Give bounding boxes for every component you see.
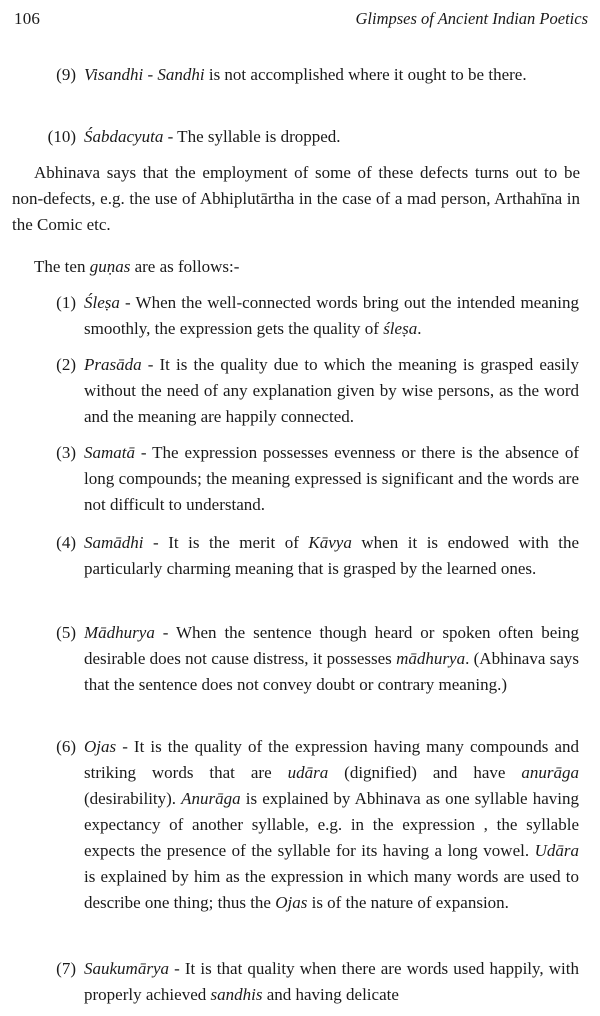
item-text	[84, 352, 579, 430]
item-term: Śabdacyuta	[84, 127, 164, 146]
item-term: Śleṣa	[84, 293, 120, 312]
item-number: (1)	[56, 293, 76, 312]
item-description: - It is that quality when there are words used happily, with properly achieved sandhis and having delicate	[84, 959, 579, 1004]
guna-item-4	[34, 530, 579, 608]
item-description: - It is the quality of the expression having many compounds and striking words that are udāra (dignified) and have anurāga (desirability). Anurāga is explained by Abhinava as one syllable having expectancy of another syllable, e.g. in the expression , the syllable expects the presence of the syllable for its having a long vowel. Udāra is explained by him as the expression in which many words are used to describe one thing; thus the Ojas is of the nature of expansion.	[84, 737, 579, 912]
item-number: (10)	[47, 127, 76, 146]
item-term: Saukumārya	[84, 959, 169, 978]
guna-item-3	[34, 440, 579, 518]
item-description: - Sandhi is not accomplished where it ought to be there.	[143, 65, 527, 84]
item-text	[84, 440, 579, 518]
item-text	[84, 956, 579, 1008]
item-text	[84, 290, 579, 342]
item-text	[84, 124, 574, 150]
item-number: (7)	[56, 959, 76, 978]
guna-item-6	[34, 734, 579, 942]
guna-item-5	[34, 620, 579, 724]
item-term: Prasāda	[84, 355, 142, 374]
item-number: (6)	[56, 737, 76, 756]
guna-item-1	[34, 290, 579, 342]
item-number: (4)	[56, 533, 76, 552]
gunas-intro: The ten guṇas are as follows:-	[34, 257, 240, 276]
item-description: - When the sentence though heard or spoken often being desirable does not cause distress, it possesses mādhurya. (Abhinava says that the sentence does not convey doubt or contrary meaning.)	[84, 623, 579, 694]
item-text	[84, 620, 579, 698]
item-description: - It is the quality due to which the meaning is grasped easily without the need of any explanation given by wise persons, as the word and the meaning are happily connected.	[84, 355, 579, 426]
item-text	[84, 62, 574, 88]
defect-item-9	[34, 62, 574, 114]
item-description: - When the well-connected words bring out the intended meaning smoothly, the expression gets the quality of śleṣa.	[84, 293, 579, 338]
item-term: Samatā	[84, 443, 135, 462]
abhinava-paragraph: Abhinava says that the employment of some of these defects turns out to be non-defects, e.g. the use of Abhiplutārtha in the case of a mad person, Arthahīna in the Comic etc.	[12, 163, 580, 234]
item-description: - The expression possesses evenness or there is the absence of long compounds; the meaning expressed is significant and the words are not difficult to understand.	[84, 443, 579, 514]
item-number: (3)	[56, 443, 76, 462]
item-description: - It is the merit of Kāvya when it is endowed with the particularly charming meaning that is grasped by the learned ones.	[84, 533, 579, 578]
item-description: - The syllable is dropped.	[163, 127, 341, 146]
item-text	[84, 734, 579, 916]
guna-item-7	[34, 956, 579, 1008]
item-number: (5)	[56, 623, 76, 642]
page-number: 106	[14, 9, 41, 28]
item-number: (2)	[56, 355, 76, 374]
item-text	[84, 530, 579, 582]
defect-item-10	[34, 124, 574, 150]
item-term: Samādhi	[84, 533, 144, 552]
item-term: Visandhi	[84, 65, 144, 84]
guna-item-2	[34, 352, 579, 430]
item-term: Mādhurya	[84, 623, 155, 642]
item-number: (9)	[56, 65, 76, 84]
running-title: Glimpses of Ancient Indian Poetics	[355, 9, 588, 28]
item-term: Ojas	[84, 737, 117, 756]
